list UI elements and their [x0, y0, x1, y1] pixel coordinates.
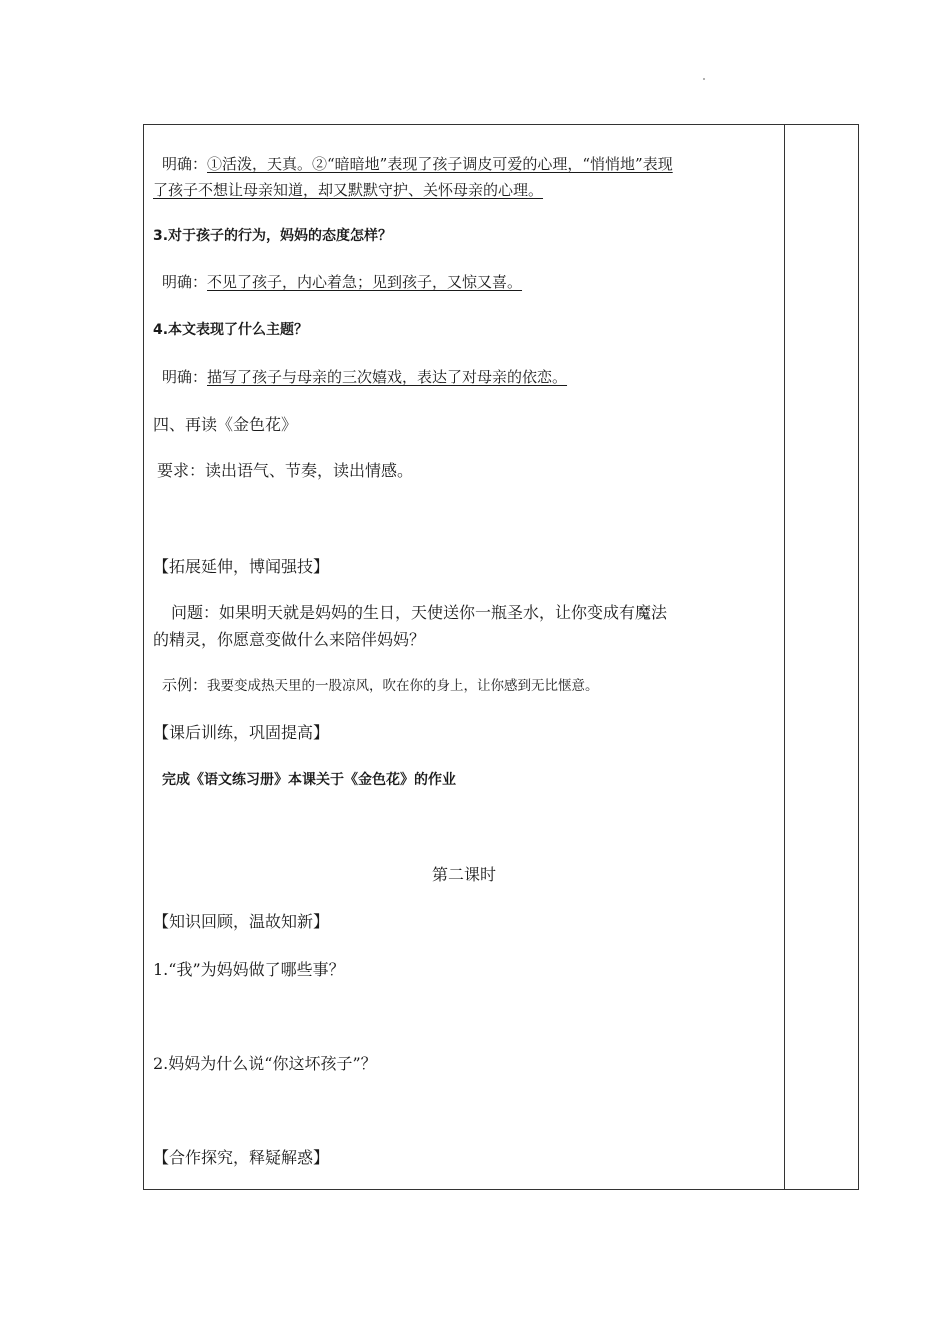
example-label: 示例： [162, 676, 208, 694]
extension-heading: 【拓展延伸，博闻强技】 [153, 557, 330, 576]
answer-1-line-1: ①活泼，天真。②“暗暗地”表现了孩子调皮可爱的心理，“悄悄地”表现 [207, 155, 673, 173]
cooperation-heading: 【合作探究，释疑解惑】 [153, 1148, 330, 1167]
lesson-2-title: 第二课时 [431, 865, 496, 884]
training-heading: 【课后训练，巩固提高】 [153, 723, 330, 742]
answer-4 [162, 366, 567, 387]
stray-dot [703, 78, 705, 80]
example [162, 674, 599, 695]
answer-1-label: 明确： [162, 155, 208, 173]
question-3: 3.对于孩子的行为，妈妈的态度怎样？ [153, 228, 393, 244]
homework-text: 完成《语文练习册》本课关于《金色花》的作业 [162, 772, 456, 788]
answer-4-text: 描写了孩子与母亲的三次嬉戏，表达了对母亲的依恋。 [207, 368, 568, 386]
example-text: 我要变成热天里的一股凉风，吹在你的身上，让你感到无比惬意。 [207, 678, 599, 694]
review-heading: 【知识回顾，温故知新】 [153, 912, 330, 931]
answer-3 [162, 271, 522, 292]
column-divider [784, 125, 785, 1189]
question-4: 4.本文表现了什么主题？ [153, 322, 309, 338]
answer-3-text: 不见了孩子，内心着急；见到孩子，又惊又喜。 [207, 273, 523, 291]
extension-question-line-1: 问题：如果明天就是妈妈的生日，天使送你一瓶圣水，让你变成有魔法 [171, 603, 668, 622]
answer-1-line-2: 了孩子不想让母亲知道，却又默默守护、关怀母亲的心理。 [153, 181, 544, 199]
requirement-text: 要求：读出语气、节奏，读出情感。 [157, 461, 414, 480]
extension-question-line-2: 的精灵，你愿意变做什么来陪伴妈妈？ [153, 630, 426, 649]
lesson-table [143, 124, 859, 1190]
review-question-1: 1.“我”为妈妈做了哪些事？ [153, 960, 345, 979]
answer-4-label: 明确： [162, 368, 208, 386]
answer-3-label: 明确： [162, 273, 208, 291]
answer-1 [153, 151, 773, 203]
section-4-heading: 四、再读《金色花》 [153, 415, 298, 434]
extension-question [153, 599, 773, 653]
review-question-2: 2.妈妈为什么说“你这坏孩子”？ [153, 1054, 377, 1073]
